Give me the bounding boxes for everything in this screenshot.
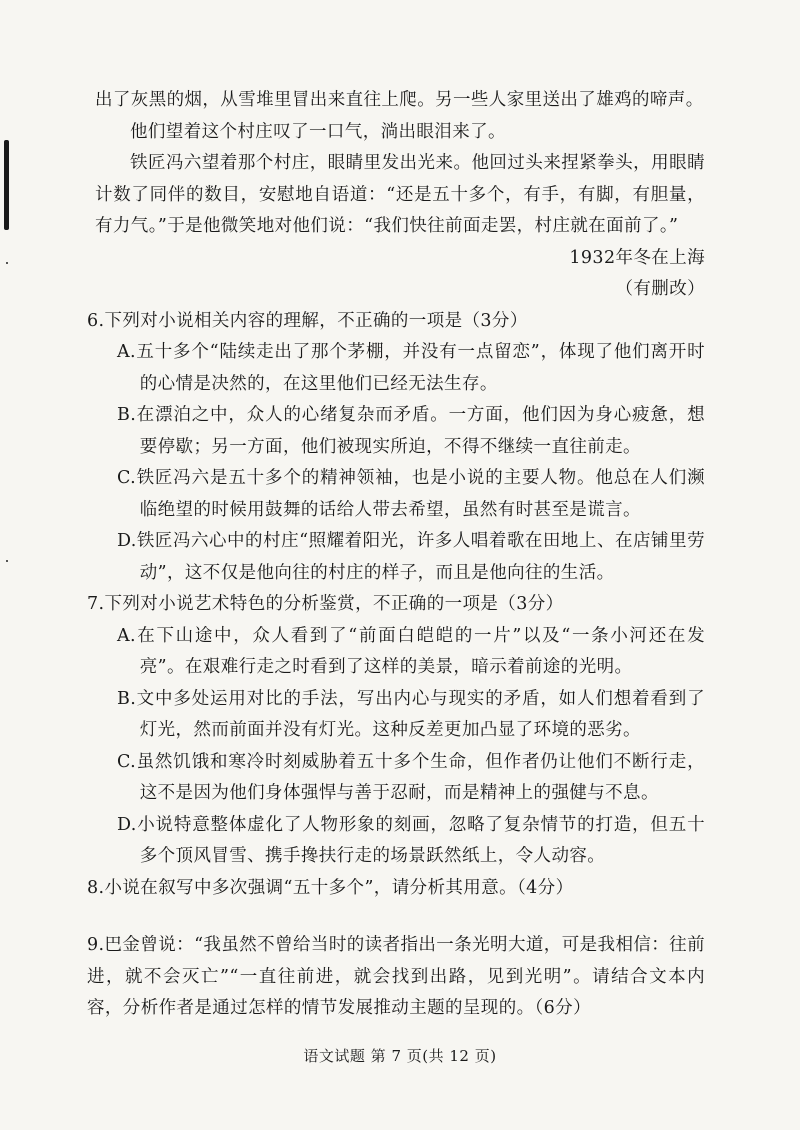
option-d: D.铁匠冯六心中的村庄“照耀着阳光，许多人唱着歌在田地上、在店铺里劳动”，这不仅是他向往的村庄的样子，而且是他向往的生活。	[117, 531, 705, 583]
option-c: C.虽然饥饿和寒冷时刻威胁着五十多个生命，但作者仍让他们不断行走，这不是因为他们身体强悍与善于忍耐，而是精神上的强健与不息。	[117, 751, 705, 803]
option-b: B.文中多处运用对比的手法，写出内心与现实的矛盾，如人们想着看到了灯光，然而前面并没有灯光。这种反差更加凸显了环境的恶劣。	[117, 688, 705, 740]
passage-paragraph: 他们望着这个村庄叹了一口气，淌出眼泪来了。	[130, 121, 506, 142]
scan-dust	[6, 262, 8, 264]
option-d: D.小说特意整体虚化了人物形象的刻画，忽略了复杂情节的打造，但五十多个顶风冒雪、携手搀扶行走的场景跃然纸上，令人动容。	[117, 814, 705, 866]
scan-dust	[6, 560, 8, 562]
passage-paragraph: 铁匠冯六望着那个村庄，眼睛里发出光来。他回过头来捏紧拳头，用眼睛计数了同伴的数目，安慰地自语道：“还是五十多个，有手，有脚，有胆量，有力气。”于是他微笑地对他们说：“我们快往前面走罢，村庄就在面前了。”	[95, 153, 705, 236]
option-c: C.铁匠冯六是五十多个的精神领袖，也是小说的主要人物。他总在人们濒临绝望的时候用鼓舞的话给人带去希望，虽然有时甚至是谎言。	[117, 468, 705, 520]
exam-page	[87, 85, 705, 1025]
question-6	[87, 306, 705, 590]
question-stem: 9.巴金曾说：“我虽然不曾给当时的读者指出一条光明大道，可是我相信：往前进，就不会灭亡”“一直往前进，就会找到出路，见到光明”。请结合文本内容，分析作者是通过怎样的情节发展推动主题的呈现的。（6分）	[87, 935, 705, 1018]
reading-passage	[95, 85, 705, 306]
passage-paragraph: 出了灰黑的烟，从雪堆里冒出来直往上爬。另一些人家里送出了雄鸡的啼声。	[95, 90, 704, 110]
answer-space	[95, 904, 705, 930]
option-a: A.在下山途中，众人看到了“前面白皑皑的一片”以及“一条小河还在发亮”。在艰难行走之时看到了这样的美景，暗示着前途的光明。	[117, 625, 705, 677]
passage-note: （有删改）	[615, 279, 705, 299]
option-a: A.五十多个“陆续走出了那个茅棚，并没有一点留恋”，体现了他们离开时的心情是决然的，在这里他们已经无法生存。	[117, 342, 705, 394]
question-stem: 6.下列对小说相关内容的理解，不正确的一项是（3分）	[87, 310, 528, 331]
question-stem: 7.下列对小说艺术特色的分析鉴赏，不正确的一项是（3分）	[87, 594, 564, 614]
page-footer: 语文试题 第 7 页(共 12 页)	[303, 1047, 497, 1065]
scan-edge-mark	[4, 140, 9, 230]
question-stem: 8.小说在叙写中多次强调“五十多个”，请分析其用意。（4分）	[87, 877, 574, 898]
question-9	[87, 930, 705, 1025]
passage-date: 1932年冬在上海	[569, 247, 705, 268]
question-8	[87, 873, 705, 905]
question-7	[87, 589, 705, 873]
option-b: B.在漂泊之中，众人的心绪复杂而矛盾。一方面，他们因为身心疲惫，想要停歇；另一方面，他们被现实所迫，不得不继续一直往前走。	[117, 405, 705, 457]
